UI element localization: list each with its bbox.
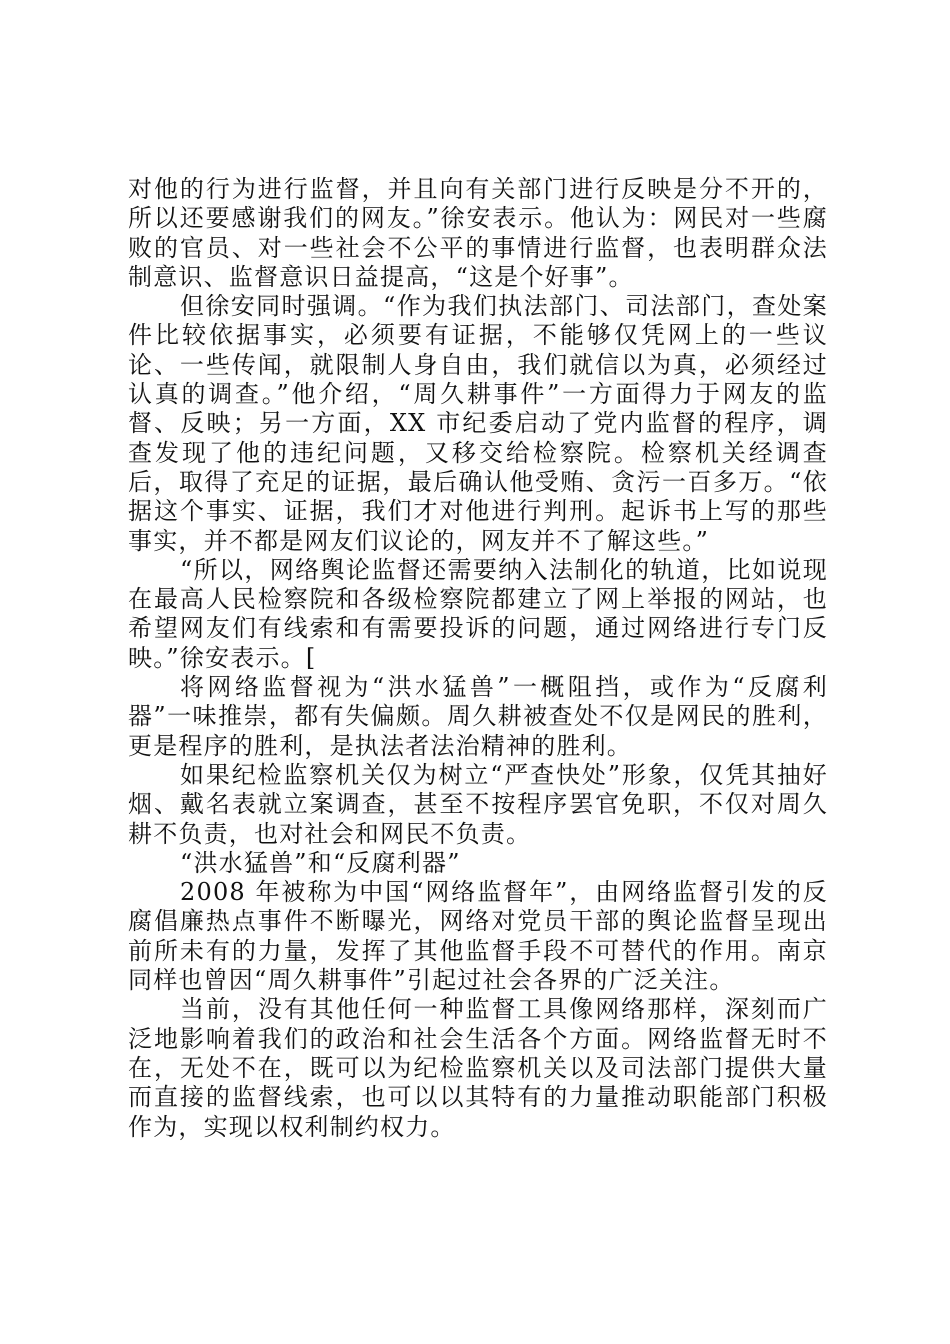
- section-heading: “洪水猛兽”和“反腐利器”: [180, 848, 461, 877]
- paragraph: 但徐安同时强调。“作为我们执法部门、司法部门，查处案件比较依据事实，必须要有证据，不能够仅凭网上的一些议论、一些传闻，就限制人身自由，我们就信以为真，必须经过认真的调查。”他介绍，“周久耕事件”一方面得力于网友的监督、反映；另一方面，XX 市纪委启动了党内监督的程序，调查发现了他的违纪问题，又移交给检察院。检察机关经调查后，取得了充足的证据，最后确认他受贿、贪污一百多万。“依据这个事实、证据，我们才对他进行判刑。起诉书上写的那些事实，并不都是网友们议论的，网友并不了解这些。”: [128, 292, 828, 555]
- paragraph: 如果纪检监察机关仅为树立“严查快处”形象，仅凭其抽好烟、戴名表就立案调查，甚至不按程序罢官免职，不仅对周久耕不负责，也对社会和网民不负责。: [128, 760, 828, 848]
- paragraph: 当前，没有其他任何一种监督工具像网络那样，深刻而广泛地影响着我们的政治和社会生活各个方面。网络监督无时不在，无处不在，既可以为纪检监察机关以及司法部门提供大量而直接的监督线索，也可以以其特有的力量推动职能部门积极作为，实现以权利制约权力。: [128, 995, 828, 1141]
- paragraph: “所以，网络舆论监督还需要纳入法制化的轨道，比如说现在最高人民检察院和各级检察院都建立了网上举报的网站，也希望网友们有线索和有需要投诉的问题，通过网络进行专门反映。”徐安表示。[: [128, 555, 828, 672]
- paragraph: 对他的行为进行监督，并且向有关部门进行反映是分不开的，所以还要感谢我们的网友。”徐安表示。他认为：网民对一些腐败的官员、对一些社会不公平的事情进行监督，也表明群众法制意识、监督意识日益提高，“这是个好事”。: [128, 175, 828, 291]
- paragraph: 将网络监督视为“洪水猛兽”一概阻挡，或作为“反腐利器”一味推崇，都有失偏颇。周久耕被查处不仅是网民的胜利，更是程序的胜利，是执法者法治精神的胜利。: [128, 673, 828, 760]
- paragraph: 2008 年被称为中国“网络监督年”，由网络监督引发的反腐倡廉热点事件不断曝光，网络对党员干部的舆论监督呈现出前所未有的力量，发挥了其他监督手段不可替代的作用。南京同样也曾因“周久耕事件”引起过社会各界的广泛关注。: [128, 878, 828, 995]
- document-body: [128, 175, 828, 1142]
